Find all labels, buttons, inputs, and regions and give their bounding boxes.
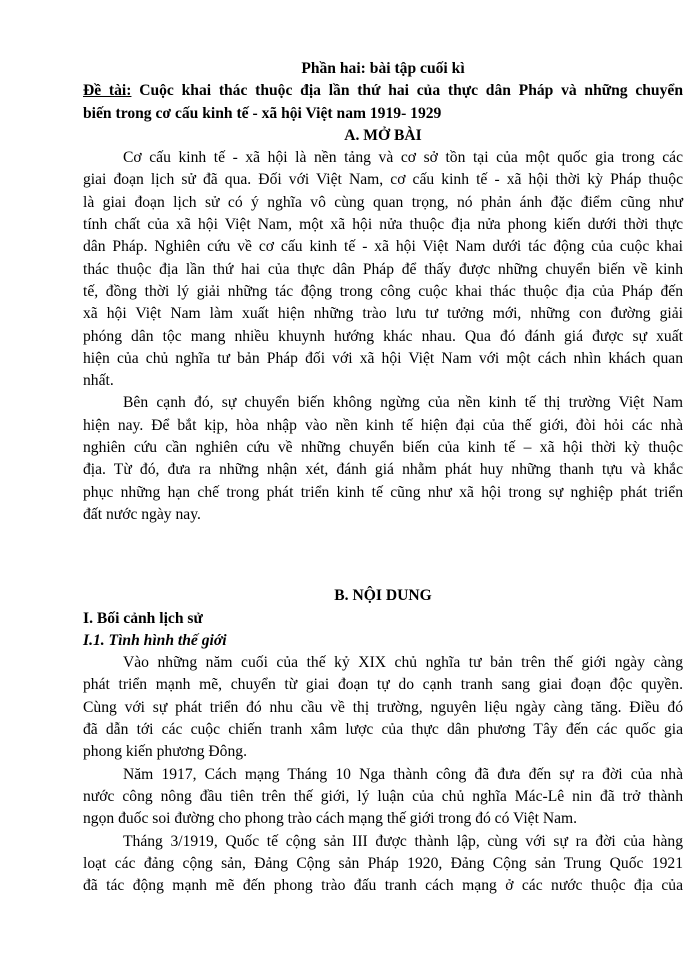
text-line: phát triển mạnh mẽ, chuyển từ giai đoạn tự do cạnh tranh sang giai đoạn độc quyền.	[83, 676, 683, 694]
text-line: phong kiến phương Đông.	[83, 743, 247, 761]
text-line: Năm 1917, Cách mạng Tháng 10 Nga thành công đã đưa đến sự ra đời của nhà	[123, 765, 683, 783]
text-line: đã dẫn tới các cuộc chiến tranh xâm lược của thực dân phương Tây đến các quốc gia	[83, 721, 683, 739]
text-line: tế, đồng thời lý giải những tác động trong công cuộc khai thác thuộc địa của Pháp đến	[83, 282, 683, 300]
text-line: địa. Từ đó, đưa ra những nhận xét, đánh giá nhằm phát huy những thanh tựu và khắc	[83, 461, 683, 479]
text-line: phóng dân tộc mang nhiều khuynh hướng khác nhau. Qua đó đánh giá được sự xuất	[83, 327, 683, 345]
paragraph	[83, 764, 683, 831]
text-line: là giai đoạn lịch sử có ý nghĩa vô cùng quan trọng, nó phản ánh đặc điểm cũng như	[83, 193, 683, 211]
spacer	[83, 526, 683, 585]
section-a-body	[83, 147, 683, 526]
section-a-heading: A. MỞ BÀI	[344, 126, 422, 144]
text-line: loạt các đảng cộng sản, Đảng Cộng sản Pháp 1920, Đảng Cộng sản Trung Quốc 1921	[83, 854, 683, 872]
text-line: hiện của chủ nghĩa tư bản Pháp đối với xã hội Việt Nam với một cách nhìn khách quan	[83, 349, 683, 367]
section-b-heading: B. NỘI DUNG	[334, 587, 432, 605]
document-page	[83, 58, 683, 897]
text-line: phục những hạn chế trong phát triển kinh tế cũng như xã hội trong sự nghiệp phát triển	[83, 483, 683, 501]
topic-line-2: biến trong cơ cấu kinh tế - xã hội Việt nam 1919- 1929	[83, 104, 442, 122]
text-line: nghiên cứu cần nghiên cứu về những chuyển biến của kinh tế – xã hội thời kỳ thuộc	[83, 439, 683, 457]
paragraph	[83, 652, 683, 763]
text-line: giai đoạn lịch sử đã qua. Đối với Việt Nam, cơ cấu kinh tế - xã hội thời kỳ Pháp thuộc	[83, 171, 683, 189]
text-line: nhất.	[83, 372, 114, 390]
text-line: Cùng với sự phát triển đó nhu cầu về thị trường, nguyên liệu ngày càng tăng. Điều đó	[83, 698, 683, 716]
text-line: Vào những năm cuối của thế kỷ XIX chủ nghĩa tư bản trên thế giới ngày càng	[123, 654, 683, 672]
text-line: Cơ cấu kinh tế - xã hội là nền tảng và cơ sở tồn tại của một quốc gia trong các	[123, 149, 683, 167]
paragraph	[83, 147, 683, 392]
subheading: I. Bối cảnh lịch sử	[83, 609, 203, 627]
section-b-body	[83, 652, 683, 897]
paragraph	[83, 392, 683, 526]
topic-label: Đề tài:	[83, 82, 132, 100]
text-line: Bên cạnh đó, sự chuyển biến không ngừng của nền kinh tế thị trường Việt Nam	[123, 394, 683, 412]
text-line: thác thuộc địa lần thứ hai của thực dân Pháp để thấy được những chuyển biến về kinh	[83, 260, 683, 278]
paragraph	[83, 831, 683, 898]
topic-text: Cuộc khai thác thuộc địa lần thứ hai của thực dân Pháp và những chuyển	[131, 82, 683, 100]
text-line: hiện nay. Để bắt kịp, hòa nhập vào nền kinh tế hiện đại của thế giới, đòi hỏi các nhà	[83, 416, 683, 434]
part-title: Phần hai: bài tập cuối kì	[301, 60, 465, 77]
text-line: dân Pháp. Nghiên cứu về cơ cấu kinh tế - xã hội Việt Nam dưới tác động của cuộc khai	[83, 238, 683, 256]
text-line: xã hội Việt Nam làm xuất hiện những trào lưu tư tưởng mới, những con đường giải	[83, 305, 683, 323]
text-line: đất nước ngày nay.	[83, 505, 201, 523]
subsubheading: I.1. Tình hình thế giới	[83, 631, 227, 649]
text-line: Tháng 3/1919, Quốc tế cộng sản III được thành lập, cùng với sự ra đời của hàng	[123, 832, 683, 850]
text-line: nước công nông đầu tiên trên thế giới, lý luận của chủ nghĩa Mác-Lê nin đã trở thành	[83, 787, 683, 805]
text-line: ngọn đuốc soi đường cho phong trào cách mạng thế giới trong đó có Việt Nam.	[83, 810, 578, 828]
text-line: đã tác động mạnh mẽ đến phong trào đấu tranh cách mạng ở các nước thuộc địa của	[83, 877, 683, 895]
text-line: tính chất của xã hội Việt Nam, một xã hội nửa thuộc địa nửa phong kiến dưới thời thực	[83, 216, 683, 234]
topic-line-1	[83, 80, 683, 102]
